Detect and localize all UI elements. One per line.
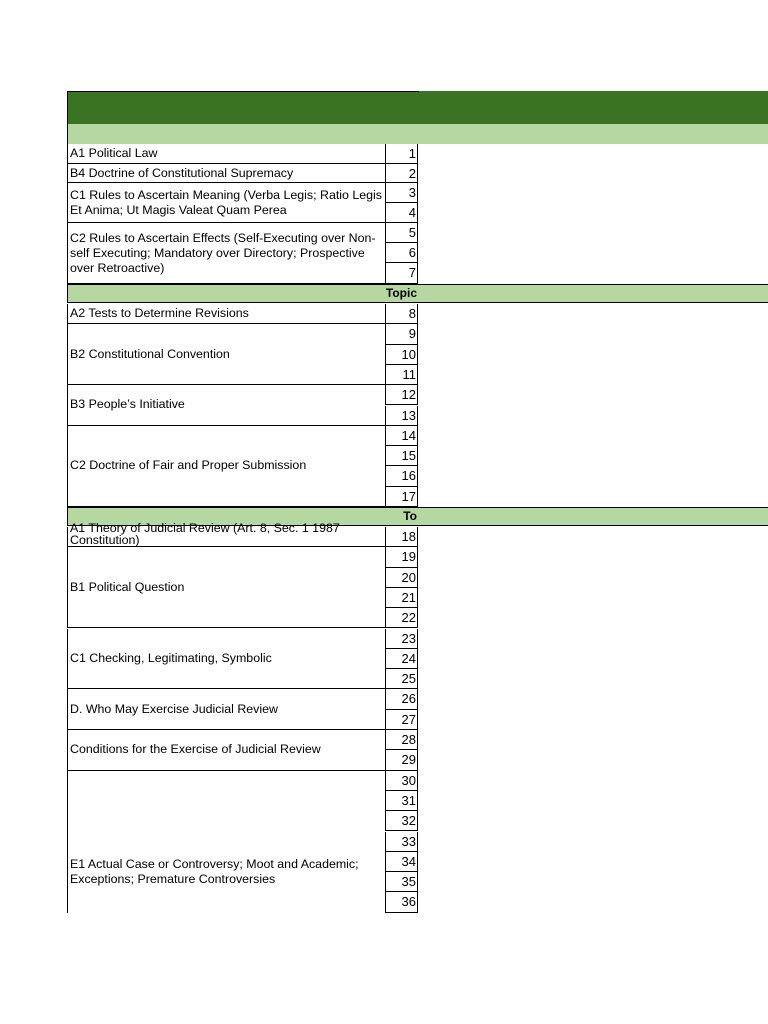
row-number[interactable]: 5 bbox=[385, 223, 418, 243]
topic-label[interactable]: C2 Doctrine of Fair and Proper Submission bbox=[67, 426, 385, 507]
row-number[interactable]: 3 bbox=[385, 183, 418, 203]
row-number[interactable]: 26 bbox=[385, 689, 418, 709]
row-number[interactable]: 16 bbox=[385, 466, 418, 486]
spreadsheet bbox=[67, 91, 768, 921]
row-number[interactable]: 25 bbox=[385, 669, 418, 689]
topic-label[interactable]: D. Who May Exercise Judicial Review bbox=[67, 689, 385, 730]
header-bar bbox=[67, 91, 768, 124]
subheader-bar bbox=[67, 124, 768, 144]
row-number[interactable]: 18 bbox=[385, 527, 418, 547]
row-number[interactable]: 35 bbox=[385, 872, 418, 892]
row-number[interactable]: 14 bbox=[385, 426, 418, 446]
row-number[interactable]: 21 bbox=[385, 588, 418, 608]
topic-label[interactable]: Conditions for the Exercise of Judicial Review bbox=[67, 730, 385, 771]
row-number[interactable]: 33 bbox=[385, 832, 418, 852]
row-number[interactable]: 6 bbox=[385, 243, 418, 263]
row-number[interactable]: 4 bbox=[385, 203, 418, 223]
row-number[interactable]: 19 bbox=[385, 547, 418, 567]
row-number[interactable]: 12 bbox=[385, 385, 418, 405]
row-number[interactable]: 10 bbox=[385, 345, 418, 365]
row-number[interactable]: 27 bbox=[385, 710, 418, 730]
topic-label[interactable]: E1 Actual Case or Controversy; Moot and Academic; Exceptions; Premature Controversies bbox=[67, 771, 385, 913]
row-number[interactable]: 17 bbox=[385, 487, 418, 507]
row-number[interactable]: 9 bbox=[385, 324, 418, 344]
row-number[interactable]: 28 bbox=[385, 730, 418, 750]
row-number[interactable]: 1 bbox=[385, 144, 418, 164]
topic-label[interactable]: A1 Political Law bbox=[67, 144, 385, 164]
topic-label[interactable]: B1 Political Question bbox=[67, 547, 385, 628]
topic-label[interactable]: A2 Tests to Determine Revisions bbox=[67, 304, 385, 324]
topic-label[interactable]: C1 Rules to Ascertain Meaning (Verba Legis; Ratio Legis Et Anima; Ut Magis Valeat Quam Perea bbox=[67, 183, 385, 223]
topic-band-label: Topic bbox=[385, 286, 417, 300]
row-number[interactable]: 23 bbox=[385, 629, 418, 649]
row-number[interactable]: 22 bbox=[385, 608, 418, 628]
topic-label[interactable]: C2 Rules to Ascertain Effects (Self-Executing over Non-self Executing; Mandatory over Directory; Prospective over Retroactive) bbox=[67, 223, 385, 284]
row-number[interactable]: 13 bbox=[385, 406, 418, 426]
row-number[interactable]: 34 bbox=[385, 852, 418, 872]
row-number[interactable]: 31 bbox=[385, 791, 418, 811]
row-number[interactable]: 24 bbox=[385, 649, 418, 669]
row-number[interactable]: 11 bbox=[385, 365, 418, 385]
row-number[interactable]: 32 bbox=[385, 811, 418, 831]
topic-separator-band bbox=[67, 284, 768, 303]
row-number[interactable]: 15 bbox=[385, 446, 418, 466]
topic-label[interactable]: B4 Doctrine of Constitutional Supremacy bbox=[67, 164, 385, 183]
row-number[interactable]: 2 bbox=[385, 164, 418, 183]
topic-label[interactable]: A1 Theory of Judicial Review (Art. 8, Sec. 1 1987 Constitution) bbox=[67, 527, 385, 547]
topic-band-label: To bbox=[403, 509, 417, 523]
row-number[interactable]: 30 bbox=[385, 771, 418, 791]
row-number[interactable]: 8 bbox=[385, 304, 418, 324]
topic-label[interactable]: C1 Checking, Legitimating, Symbolic bbox=[67, 629, 385, 690]
row-number[interactable]: 36 bbox=[385, 892, 418, 912]
row-number[interactable]: 29 bbox=[385, 750, 418, 770]
row-number[interactable]: 20 bbox=[385, 568, 418, 588]
row-number[interactable]: 7 bbox=[385, 263, 418, 284]
topic-label[interactable]: B2 Constitutional Convention bbox=[67, 324, 385, 385]
topic-label[interactable]: B3 People’s Initiative bbox=[67, 385, 385, 426]
